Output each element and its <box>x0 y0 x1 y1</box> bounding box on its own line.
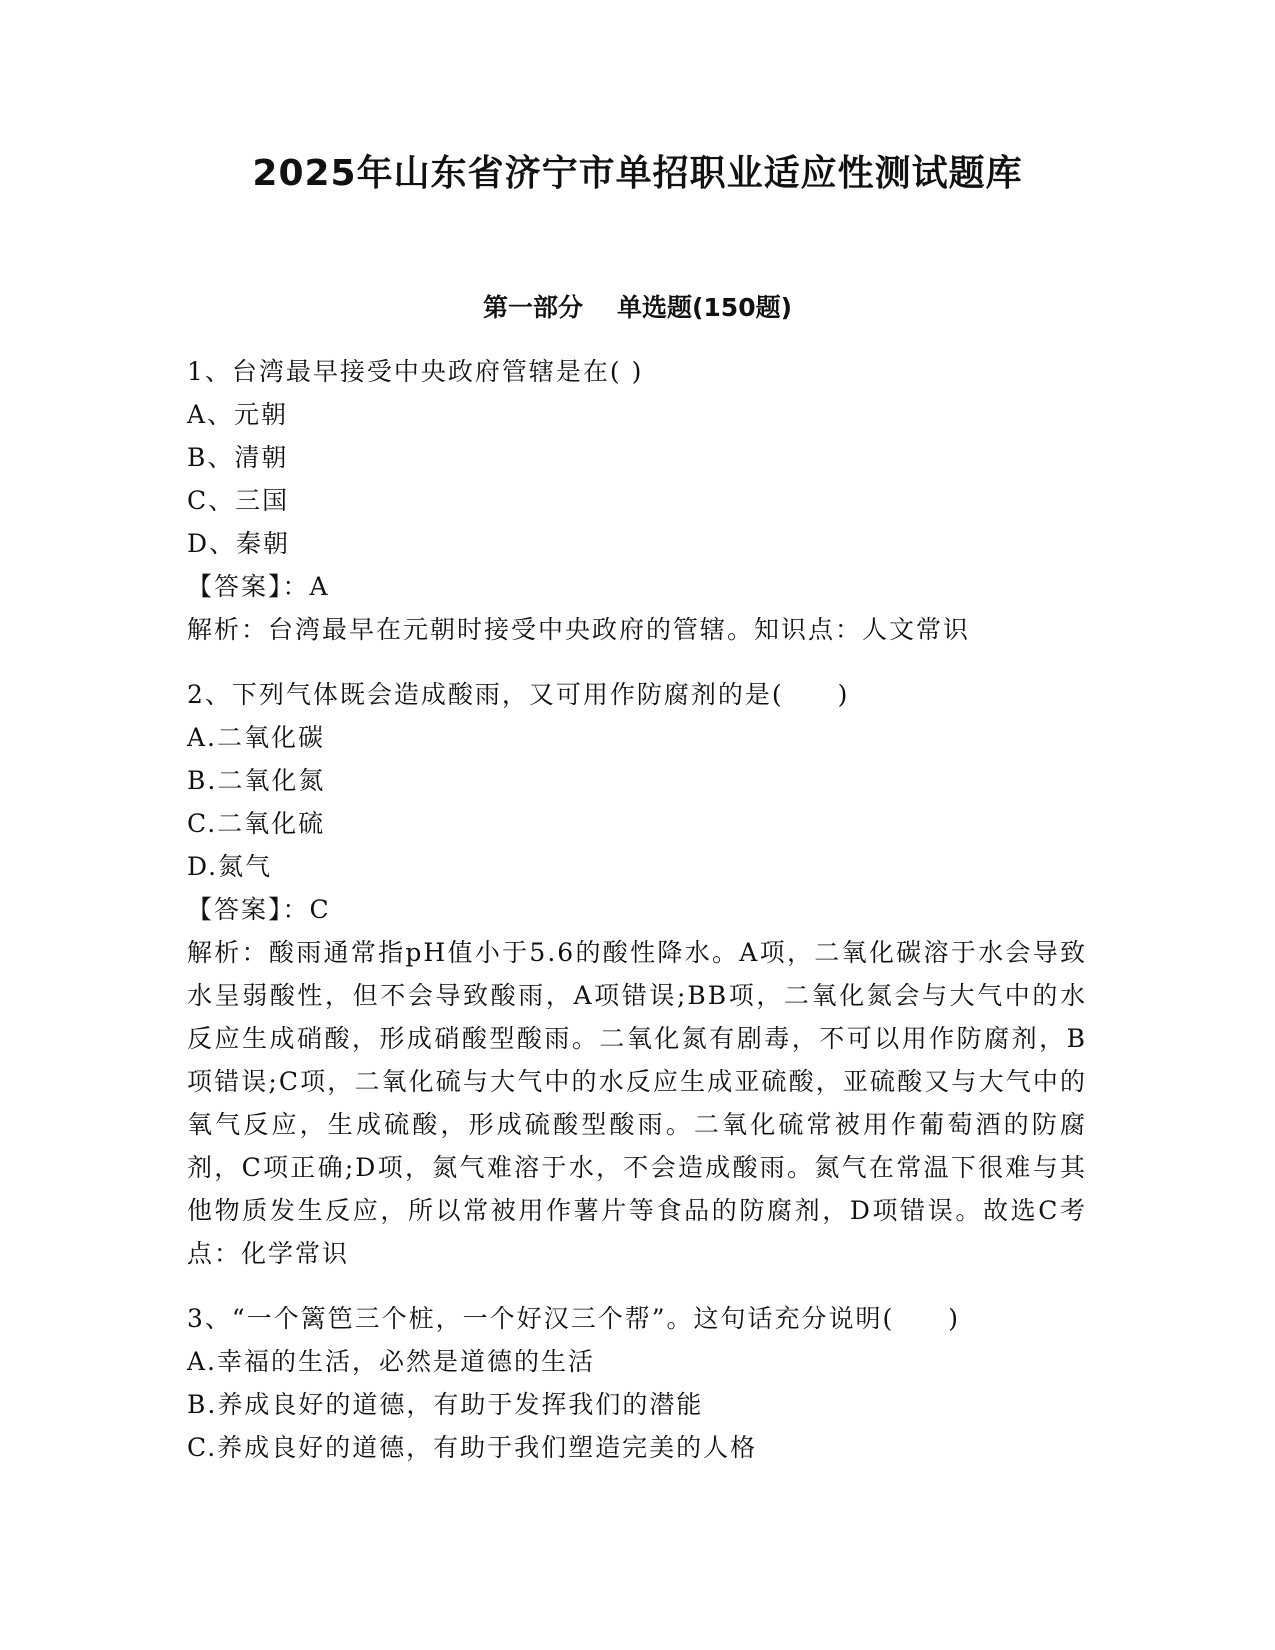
section-part: 第一部分 <box>482 293 583 322</box>
question-stem: 1、台湾最早接受中央政府管辖是在( ) <box>187 357 644 386</box>
answer: 【答案】：A <box>187 572 330 601</box>
option-c: C、三国 <box>187 486 290 515</box>
option-a: A.二氧化碳 <box>187 723 326 752</box>
question-1 <box>187 350 1087 651</box>
document-title: 2025年山东省济宁市单招职业适应性测试题库 <box>252 153 1023 194</box>
option-a: A.幸福的生活，必然是道德的生活 <box>187 1347 596 1376</box>
question-stem: 3、“一个篱笆三个桩，一个好汉三个帮”。这句话充分说明( ) <box>187 1304 960 1333</box>
question-list <box>187 350 1087 1491</box>
question-2 <box>187 673 1087 1275</box>
section-name: 单选题(150题) <box>616 293 793 322</box>
analysis: 解析：台湾最早在元朝时接受中央政府的管辖。知识点：人文常识 <box>187 615 971 644</box>
option-d: D、秦朝 <box>187 529 291 558</box>
option-c: C.二氧化硫 <box>187 809 326 838</box>
option-a: A、元朝 <box>187 400 289 429</box>
analysis: 解析：酸雨通常指pH值小于5.6的酸性降水。A项，二氧化碳溶于水会导致水呈弱酸性，但不会导致酸雨，A项错误;BB项，二氧化氮会与大气中的水反应生成硝酸，形成硝酸型酸雨。二氧化氮有剧毒，不可以用作防腐剂，B项错误;C项，二氧化硫与大气中的水反应生成亚硫酸，亚硫酸又与大气中的氧气反应，生成硫酸，形成硫酸型酸雨。二氧化硫常被用作葡萄酒的防腐剂，C项正确;D项，氮气难溶于水，不会造成酸雨。氮气在常温下很难与其他物质发生反应，所以常被用作薯片等食品的防腐剂，D项错误。故选C考点：化学常识 <box>187 938 1087 1268</box>
option-b: B.二氧化氮 <box>187 766 326 795</box>
option-b: B.养成良好的道德，有助于发挥我们的潜能 <box>187 1390 704 1419</box>
option-d: D.氮气 <box>187 852 273 881</box>
question-stem: 2、下列气体既会造成酸雨，又可用作防腐剂的是( ) <box>187 680 850 709</box>
question-3 <box>187 1297 1087 1469</box>
section-heading <box>0 290 1275 326</box>
option-b: B、清朝 <box>187 443 289 472</box>
option-c: C.养成良好的道德，有助于我们塑造完美的人格 <box>187 1433 758 1462</box>
answer: 【答案】：C <box>187 895 331 924</box>
